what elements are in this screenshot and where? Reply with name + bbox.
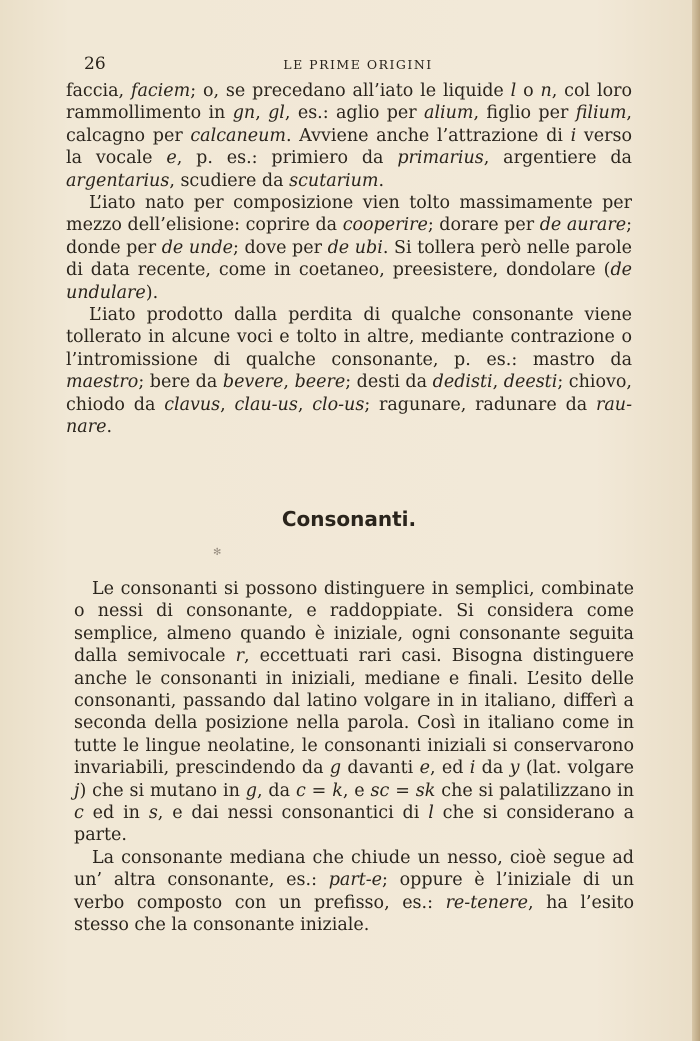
paragraph: L’iato prodotto dalla perdita di qualche consonante viene tollerato in alcune voci e tolto in altre, mediante contrazione o l’intromissione di qualche consonante, p. es.: mastro da maestro; bere da bevere, beere; desti da dedisti, deesti; chiovo, chiodo da clavus, clau-us, clo-us; ragunare, radunare da rau-nare. — [66, 305, 632, 438]
section-consonanti-text — [74, 578, 634, 937]
paragraph: La consonante mediana che chiude un nesso, cioè segue ad un’ altra consonante, es.: part-e; oppure è l’iniziale di un verbo composto con un prefisso, es.: re-tenere, ha l’esito stesso che la consonante iniziale. — [74, 847, 634, 936]
paragraph: faccia, faciem; o, se precedano all’iato le liquide l o n, col loro rammollimento in gn, gl, es.: aglio per alium, figlio per filium, calcagno per calcaneum. Avviene anche l’attrazione di i verso la vocale e, p. es.: primiero da primarius, argentiere da argentarius, scudiere da scutarium. — [66, 81, 632, 191]
paragraph: L’iato nato per composizione vien tolto massimamente per mezzo dell’elisione: coprire da cooperire; dorare per de aurare; donde per de unde; dove per de ubi. Si tollera però nelle parole di data recente, come in coetaneo, preesistere, dondolare (de undulare). — [66, 193, 632, 303]
running-head: LE PRIME ORIGINI — [283, 57, 433, 72]
section-title: Consonanti. — [281, 507, 417, 531]
section-hiatus-text — [66, 80, 632, 439]
page-number: 26 — [84, 54, 106, 74]
page-edge — [692, 0, 700, 1041]
ink-blot-ornament: ✻ — [213, 547, 222, 558]
page-header — [84, 54, 632, 76]
paragraph: Le consonanti si possono distinguere in semplici, combinate o nessi di consonante, e raddoppiate. Si considera come semplice, almeno quando è iniziale, ogni consonante seguita dalla semivocale r, eccettuati rari casi. Bisogna distinguere anche le consonanti in iniziali, mediane e finali. L’esito delle consonanti, passando dal latino volgare in in italiano, differì a seconda della posizione nella parola. Così in italiano come in tutte le lingue neolatine, le consonanti iniziali si conservarono invariabili, prescindendo da g davanti e, ed i da y (lat. volgare j) che si mutano in g, da c = k, e sc = sk che si palatilizzano in c ed in s, e dai nessi consonantici di l che si considerano a parte. — [74, 579, 635, 846]
